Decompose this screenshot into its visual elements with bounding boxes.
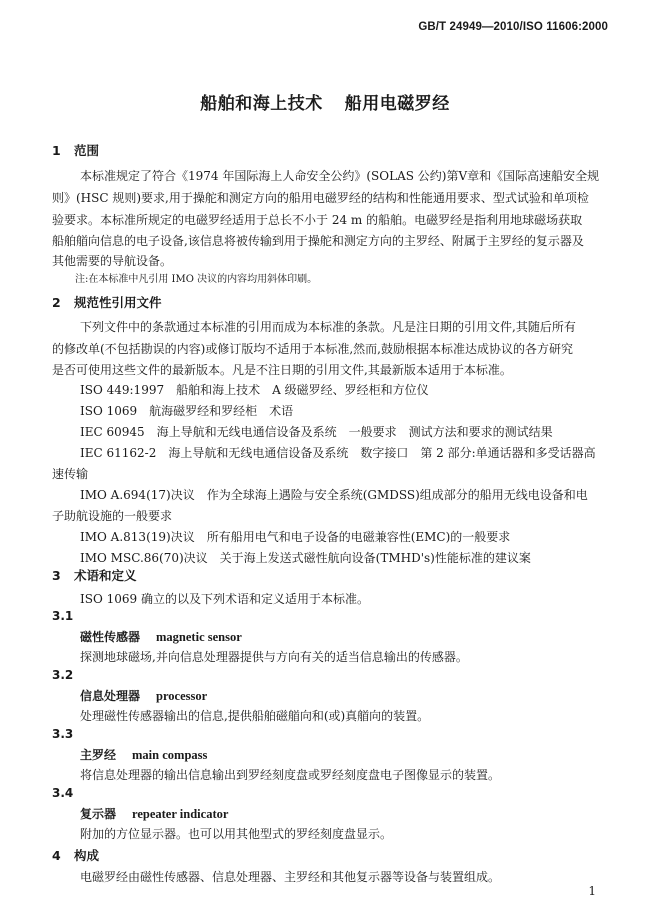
term-3-3: 主罗经 main compass [80,748,208,762]
s1-line-5: 其他需要的导航设备。 [52,254,173,268]
ref-iec-61162-2-cont: 速传输 [52,467,89,481]
s1-note: 注:在本标准中凡引用 IMO 决议的内容均用斜体印刷。 [75,274,318,285]
ref-imo-a813: IMO A.813(19)决议 所有船用电气和电子设备的电磁兼容性(EMC)的一般要求 [80,530,511,544]
section-1-heading: 1 范围 [52,143,100,158]
title-part-2: 船用电磁罗经 [344,94,450,114]
standard-number: GB/T 24949—2010/ISO 11606:2000 [418,21,608,33]
ref-iso-1069: ISO 1069 航海磁罗经和罗经柜 术语 [80,404,294,418]
s1-line-2: 则》(HSC 规则)要求,用于操舵和测定方向的船用电磁罗经的结构和性能通用要求、型式试验和单项检 [52,191,589,205]
ref-iec-60945: IEC 60945 海上导航和无线电通信设备及系统 一般要求 测试方法和要求的测试结果 [80,425,553,439]
s1-line-4: 船舶艏向信息的电子设备,该信息将被传输到用于操舵和测定方向的主罗经、附属于主罗经的复示器及 [52,234,584,248]
s1-line-1: 本标准规定了符合《1974 年国际海上人命安全公约》(SOLAS 公约)第Ⅴ章和《国际高速船安全规 [80,169,600,183]
section-3-heading: 3 术语和定义 [52,568,137,583]
ref-iso-449: ISO 449:1997 船舶和海上技术 A 级磁罗经、罗经柜和方位仪 [80,383,429,397]
title-part-1: 船舶和海上技术 [200,94,323,114]
s4-text: 电磁罗经由磁性传感器、信息处理器、主罗经和其他复示器等设备与装置组成。 [80,870,501,884]
page-number: 1 [588,884,596,898]
term-3-4: 复示器 repeater indicator [80,807,229,821]
ref-imo-a694: IMO A.694(17)决议 作为全球海上遇险与安全系统(GMDSS)组成部分的船用无线电设备和电 [80,488,588,502]
document-title [0,89,650,114]
section-2-heading: 2 规范性引用文件 [52,295,162,310]
term-3-2: 信息处理器 processor [80,689,208,703]
ref-iec-61162-2: IEC 61162-2 海上导航和无线电通信设备及系统 数字接口 第 2 部分:单通话器和多受话器高 [80,446,596,460]
clause-3-2-number: 3.2 [52,668,74,682]
clause-3-4-number: 3.4 [52,786,74,800]
term-3-4-definition: 附加的方位显示器。也可以用其他型式的罗经刻度盘显示。 [80,827,393,841]
clause-3-1-number: 3.1 [52,609,74,623]
section-4-heading: 4 构成 [52,848,100,863]
term-3-1-definition: 探测地球磁场,并向信息处理器提供与方向有关的适当信息输出的传感器。 [80,650,468,664]
ref-imo-a694-cont: 子助航设施的一般要求 [52,509,173,523]
ref-imo-msc86: IMO MSC.86(70)决议 关于海上发送式磁性航向设备(TMHD's)性能标准的建议案 [80,551,531,565]
s2-line-3: 是否可使用这些文件的最新版本。凡是不注日期的引用文件,其最新版本适用于本标准。 [52,363,512,377]
clause-3-3-number: 3.3 [52,727,74,741]
term-3-3-definition: 将信息处理器的输出信息输出到罗经刻度盘或罗经刻度盘电子图像显示的装置。 [80,768,501,782]
s2-line-1: 下列文件中的条款通过本标准的引用而成为本标准的条款。凡是注日期的引用文件,其随后所有 [80,320,576,334]
term-3-1: 磁性传感器 magnetic sensor [80,630,242,644]
s3-intro: ISO 1069 确立的以及下列术语和定义适用于本标准。 [80,592,369,606]
s2-line-2: 的修改单(不包括勘误的内容)或修订版均不适用于本标准,然而,鼓励根据本标准达成协议的各方研究 [52,342,573,356]
s1-line-3: 验要求。本标准所规定的电磁罗经适用于总长不小于 24 m 的船舶。电磁罗经是指利用地球磁场获取 [52,213,583,227]
term-3-2-definition: 处理磁性传感器输出的信息,提供船舶磁艏向和(或)真艏向的装置。 [80,709,430,723]
